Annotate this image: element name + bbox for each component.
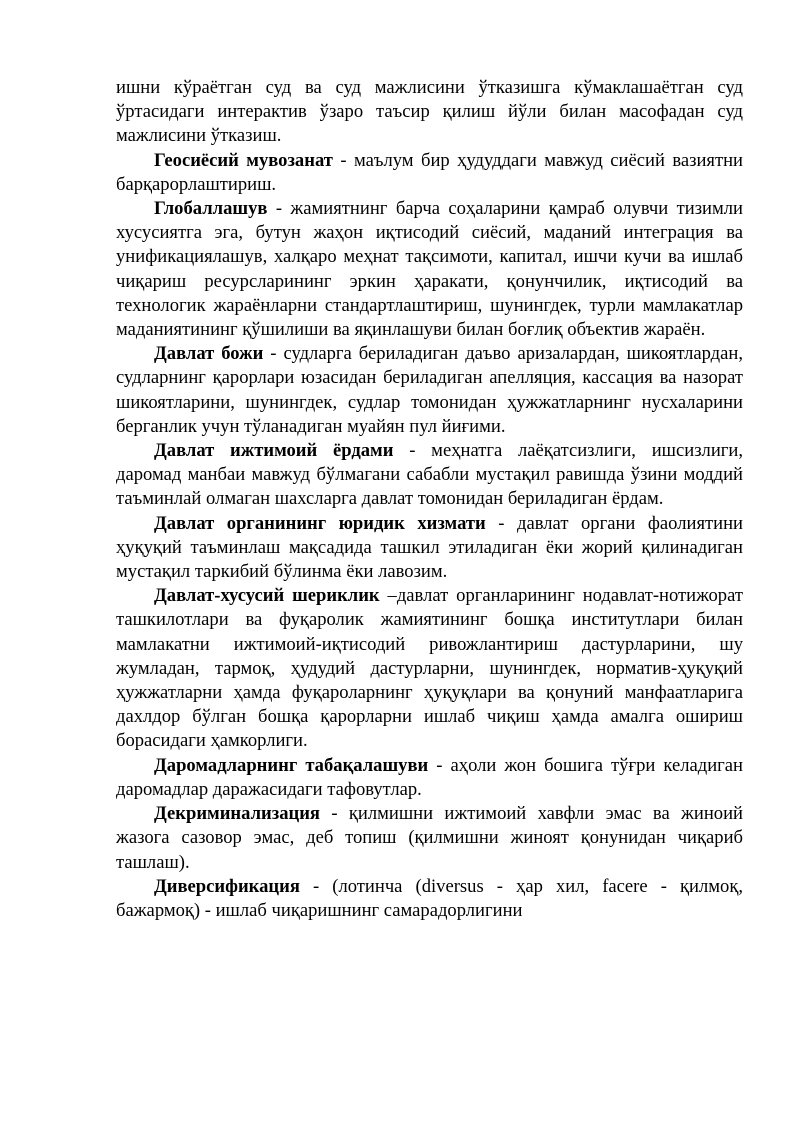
paragraph-text: ишни кўраётган суд ва суд мажлисини ўтказишга кўмаклашаётган суд ўртасидаги интерактив ўзаро таъсир қилиш йўли билан масофадан суд мажлисини ўтказиш. (116, 77, 743, 147)
definition-text: - жамиятнинг барча соҳаларини қамраб олувчи тизимли хусусиятга эга, бутун жаҳон иқтисодий сиёсий, маданий интеграция ва унификациялашув, халқаро меҳнат тақсимоти, капитал, ишчи кучи ва ишлаб чиқариш ресурсларининг эркин ҳаракати, қонунчилик, иқтисодий ва технологик жараёнларни стандартлаштириш, шунингдек, турли мамлакатлар маданиятининг қўшилиши ва яқинлашуви билан боғлиқ объектив жараён. (116, 198, 743, 341)
term-heading: Давлат-хусусий шериклик (154, 585, 380, 607)
definition-diversifikatsiya (116, 875, 743, 923)
term-heading: Глобаллашув (154, 198, 268, 220)
document-page (116, 76, 743, 923)
definition-text: - давлат органи фаолиятини ҳуқуқий таъминлаш мақсадида ташкил этиладиган ёки жорий қилинадиган мустақил таркибий бўлинма ёки лавозим. (116, 512, 743, 583)
term-heading: Диверсификация (154, 875, 300, 897)
term-heading: Давлат органининг юридик хизмати (154, 512, 486, 534)
definition-text: - маълум бир ҳудуддаги мавжуд сиёсий вазиятни барқарорлаштириш. (116, 149, 744, 195)
term-heading: Геосиёсий мувозанат (154, 149, 333, 171)
definition-davlat-boji (116, 342, 743, 439)
definition-davlat-organi-yuridik-xizmati (116, 512, 743, 585)
definition-text: - судларга бериладиган даъво аризалардан, шикоятлардан, судларнинг қарорлари юзасидан бериладиган апелляция, кассация ва назорат шикоятларини, шунингдек, судлар томонидан ҳужжатларнинг нусхаларини берганлик учун тўланадиган муайян пул йиғими. (116, 343, 743, 437)
definition-davlat-xususiy-sheriklik (116, 584, 743, 753)
paragraph-continuation (116, 76, 743, 149)
term-heading: Давлат ижтимоий ёрдами (154, 440, 394, 462)
definition-text: –давлат органларининг нодавлат-нотижорат ташкилотлари ва фуқаролик жамиятининг бошқа институтлари билан мамлакатни ижтимоий-иқтисодий ривожлантириш дастурларини, шу жумладан, тармоқ, ҳудудий дастурларни, шунингдек, норматив-ҳуқуқий ҳужжатларни ҳамда фуқароларнинг ҳуқуқлари ва қонуний манфаатларига дахлдор бўлган бошқа қарорларни ишлаб чиқиш ҳамда амалга ошириш борасидаги ҳамкорлиги. (116, 585, 743, 752)
definition-text: - аҳоли жон бошига тўғри келадиган даромадлар даражасидаги тафовутлар. (116, 754, 743, 800)
definition-daromadlar-tabaqalashuvi (116, 754, 743, 802)
definition-davlat-ijtimoiy-yordami (116, 439, 743, 512)
definition-globallashuv (116, 197, 743, 342)
definition-text: - (лотинча (diversus - ҳар хил, facere - қилмоқ, бажармоқ) - ишлаб чиқаришнинг самарадорлигини (116, 875, 743, 921)
definition-text: - меҳнатга лаёқатсизлиги, ишсизлиги, даромад манбаи мавжуд бўлмагани сабабли мустақил равишда ўзини моддий таъминлай олмаган шахсларга давлат томонидан бериладиган ёрдам. (116, 440, 743, 510)
definition-dekriminalizatsiya (116, 802, 743, 875)
definition-text: - қилмишни ижтимоий хавфли эмас ва жиноий жазога сазовор эмас, деб топиш (қилмишни жиноят қонунидан чиқариб ташлаш). (116, 803, 743, 873)
definition-geosiyosiy-muvozanat (116, 149, 743, 197)
term-heading: Декриминализация (154, 803, 320, 825)
term-heading: Давлат божи (154, 343, 264, 365)
term-heading: Даромадларнинг табақалашуви (154, 754, 429, 776)
